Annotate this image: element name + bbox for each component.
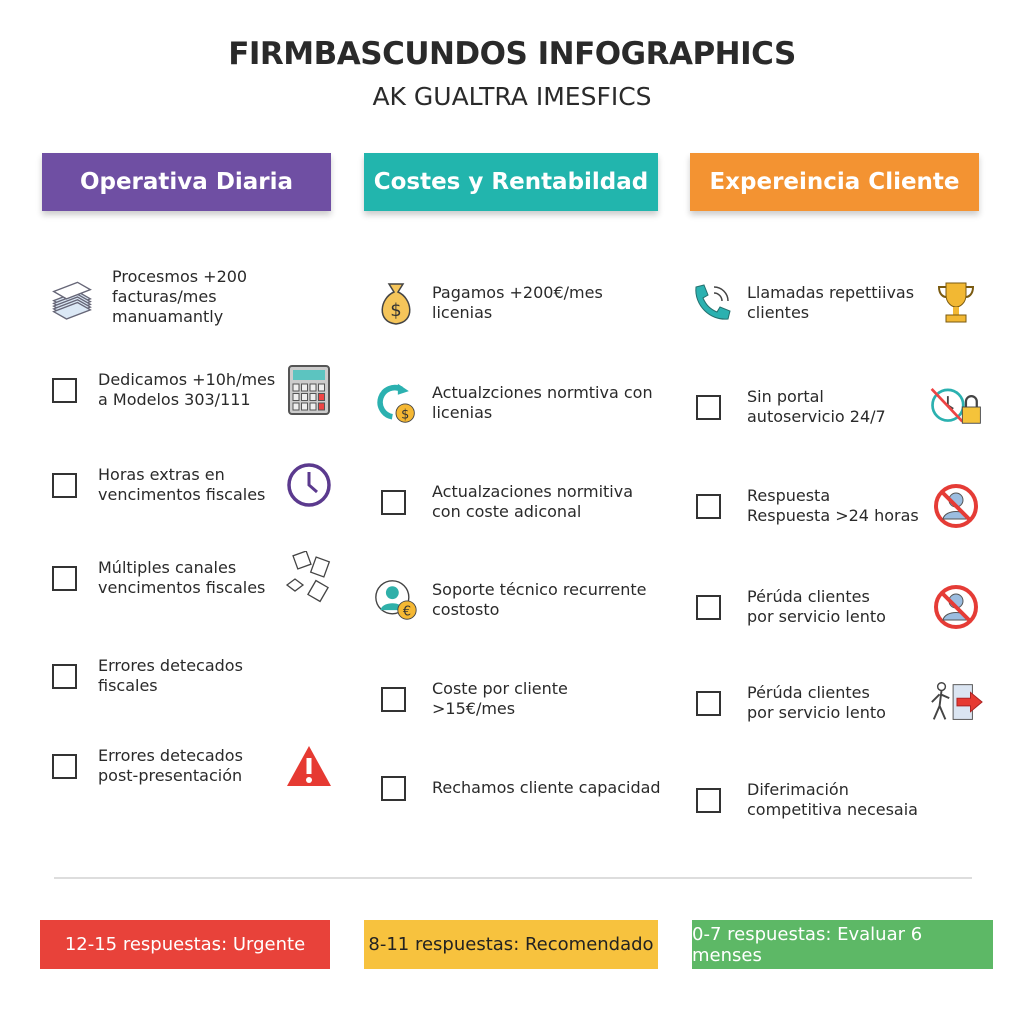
clock-icon [281, 463, 337, 507]
checklist-item-text: Coste por cliente >15€/mes [432, 679, 568, 718]
checklist-checkbox[interactable] [381, 490, 406, 515]
checklist-item-text: Pérúda clientes por servicio lento [747, 683, 886, 722]
checklist-item-text: Múltiples canales vencimentos fiscales [98, 558, 266, 597]
legend-urgent: 12-15 respuestas: Urgente [40, 920, 330, 969]
checklist-item-text: Procesmos +200 facturas/mes manuamantly [112, 267, 248, 326]
recurring-payment-icon [374, 381, 418, 425]
checklist-item-text: Dedicamos +10h/mes a Modelos 303/111 [98, 370, 276, 409]
checklist-item-text: Diferimación competitiva necesaia [747, 780, 918, 819]
invoice-stack-icon [50, 275, 94, 319]
checklist-item-text: Pagamos +200€/mes licenias [432, 283, 603, 322]
checklist-item-text: Llamadas repettiivas clientes [747, 283, 915, 322]
checklist-item-text: Rechamos cliente capacidad [432, 778, 661, 797]
page-subtitle: AK GUALTRA IMESFICS [372, 82, 652, 111]
column-header-operativa: Operativa Diaria [42, 153, 331, 211]
phone-icon [690, 281, 734, 325]
checklist-checkbox[interactable] [381, 776, 406, 801]
user-exit-icon [928, 681, 984, 725]
no-clock-lock-icon [928, 385, 984, 429]
checklist-checkbox[interactable] [696, 494, 721, 519]
checklist-checkbox[interactable] [696, 788, 721, 813]
checklist-item-text: Sin portal autoservicio 24/7 [747, 387, 886, 426]
checklist-checkbox[interactable] [696, 595, 721, 620]
checklist-item-text: Errores detecados post-presentación [98, 746, 243, 785]
no-user-icon [928, 585, 984, 629]
calculator-icon [281, 368, 337, 412]
no-user-icon [928, 484, 984, 528]
checklist-item-text: Pérúda clientes por servicio lento [747, 587, 886, 626]
legend-recommended: 8-11 respuestas: Recomendado [364, 920, 658, 969]
column-header-costes: Costes y Rentabildad [364, 153, 658, 211]
checklist-item-text: Errores detecados fiscales [98, 656, 243, 695]
checklist-item-text: Horas extras en vencimentos fiscales [98, 465, 266, 504]
trophy-icon [928, 281, 984, 325]
svg-text:$: $ [390, 300, 402, 321]
svg-text:€: € [402, 604, 412, 620]
checklist-checkbox[interactable] [696, 691, 721, 716]
svg-text:$: $ [401, 407, 410, 423]
checklist-checkbox[interactable] [52, 754, 77, 779]
checklist-checkbox[interactable] [52, 566, 77, 591]
checklist-checkbox[interactable] [52, 473, 77, 498]
checklist-checkbox[interactable] [52, 664, 77, 689]
legend-evaluate: 0-7 respuestas: Evaluar 6 menses [692, 920, 993, 969]
column-header-experiencia: Expereincia Cliente [690, 153, 979, 211]
user-euro-icon [374, 578, 418, 622]
scattered-documents-icon [281, 556, 337, 600]
divider [54, 877, 972, 879]
checklist-checkbox[interactable] [52, 378, 77, 403]
checklist-checkbox[interactable] [696, 395, 721, 420]
money-bag-icon [374, 281, 418, 325]
checklist-item-text: Respuesta Respuesta >24 horas [747, 486, 919, 525]
checklist-item-text: Actualzciones normtiva con licenias [432, 383, 653, 422]
warning-icon [281, 744, 337, 788]
checklist-checkbox[interactable] [381, 687, 406, 712]
page-title: FIRMBASCUNDOS INFOGRAPHICS [228, 36, 796, 72]
checklist-item-text: Actualzaciones normitiva con coste adiconal [432, 482, 634, 521]
checklist-item-text: Soporte técnico recurrente costosto [432, 580, 647, 619]
